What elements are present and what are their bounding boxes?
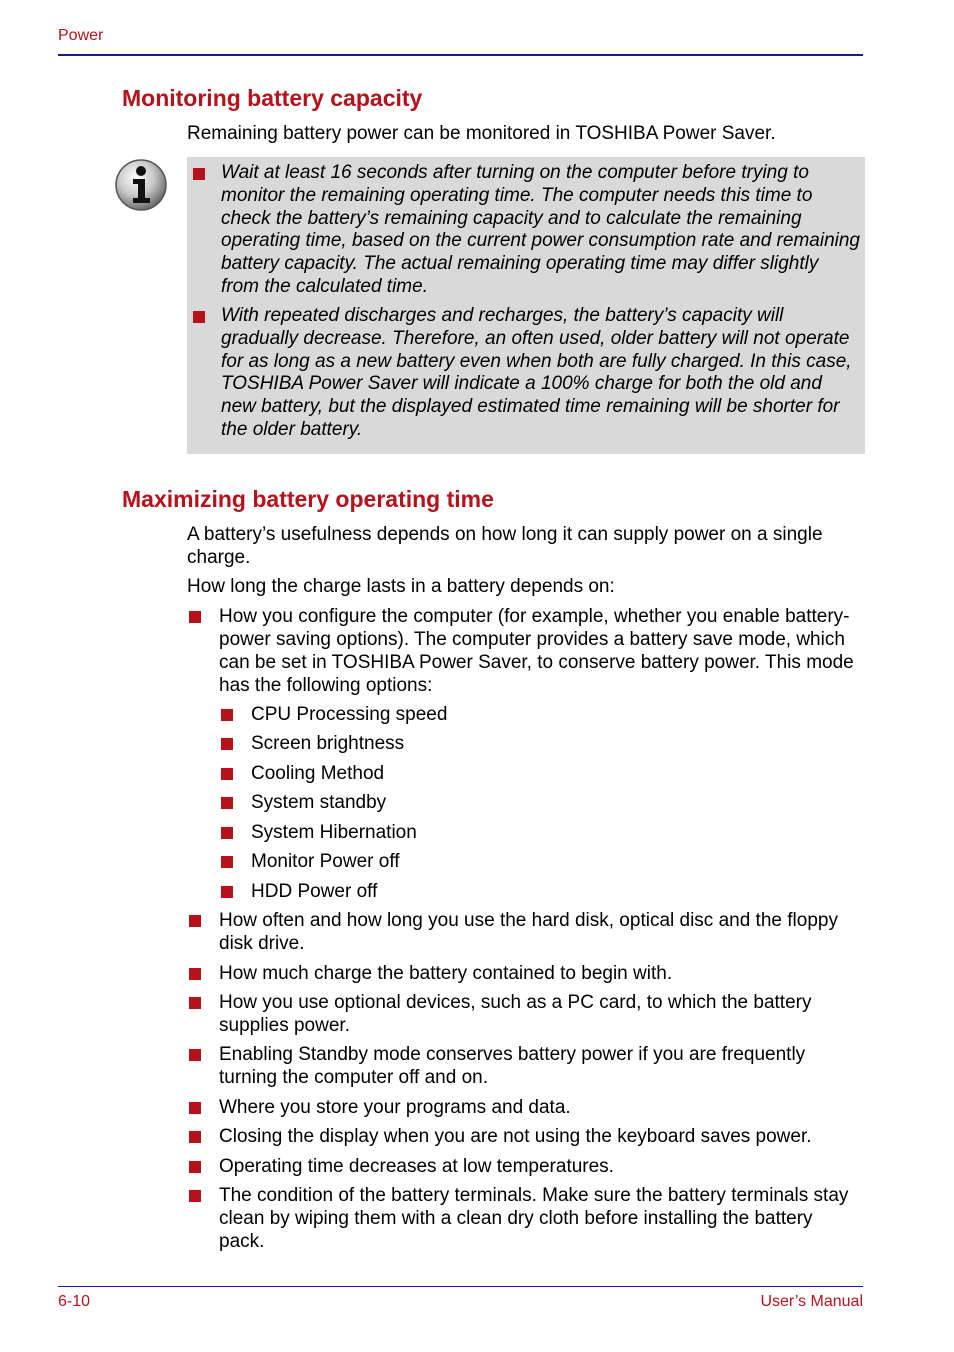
option-item: Screen brightness [251,733,405,754]
bullet-icon [193,168,205,180]
list-item: Closing the display when you are not using the keyboard saves power. [219,1126,812,1147]
list-item: How much charge the battery contained to begin with. [219,963,673,984]
footer-rule [58,1286,863,1287]
option-item: Cooling Method [251,763,385,784]
maximizing-para-2: How long the charge lasts in a battery depends on: [187,576,615,597]
option-item: HDD Power off [251,881,378,902]
list-item: Where you store your programs and data. [219,1097,571,1118]
option-item: System Hibernation [251,822,417,843]
info-icon [114,158,168,212]
bullet-icon [221,797,233,809]
header-rule [58,54,863,56]
option-item: Monitor Power off [251,851,400,872]
page-number: 6-10 [58,1293,91,1310]
heading-monitoring: Monitoring battery capacity [122,85,423,111]
note-item: With repeated discharges and recharges, the battery’s capacity will gradually decrease. Therefore, an often used, older battery will not operate for as long as a new battery even when both are fully charged. In this case, TOSHIBA Power Saver will indicate a 100% charge for both the old and new battery, but the displayed estimated time remaining will be shorter for the older battery. [221,305,852,440]
note-box [187,157,865,454]
heading-maximizing: Maximizing battery operating time [122,486,494,512]
running-header: Power [58,27,104,44]
option-item: CPU Processing speed [251,704,448,725]
list-item: Operating time decreases at low temperatures. [219,1156,614,1177]
bullet-icon [189,1161,201,1173]
bullet-icon [221,827,233,839]
option-item: System standby [251,792,387,813]
bullet-icon [221,709,233,721]
bullet-icon [189,915,201,927]
list-item: How often and how long you use the hard disk, optical disc and the floppy disk drive. [219,910,838,954]
list-item: The condition of the battery terminals. Make sure the battery terminals stay clean by wiping them with a clean dry cloth before installing the battery pack. [219,1185,849,1252]
bullet-icon [221,738,233,750]
list-item: How you use optional devices, such as a PC card, to which the battery supplies power. [219,992,812,1036]
bullet-icon [189,1190,201,1202]
list-item: Enabling Standby mode conserves battery power if you are frequently turning the computer off and on. [219,1044,806,1088]
bullet-icon [193,311,205,323]
bullet-icon [221,886,233,898]
bullet-icon [221,768,233,780]
bullet-icon [189,968,201,980]
maximizing-para-1: A battery’s usefulness depends on how long it can supply power on a single charge. [187,524,823,568]
bullet-icon [189,1049,201,1061]
bullet-icon [189,997,201,1009]
bullet-icon [189,611,201,623]
monitoring-intro: Remaining battery power can be monitored in TOSHIBA Power Saver. [187,123,776,144]
bullet-icon [189,1131,201,1143]
bullet-icon [189,1102,201,1114]
bullet-icon [221,856,233,868]
list-item: How you configure the computer (for example, whether you enable battery-power saving options). The computer provides a battery save mode, which can be set in TOSHIBA Power Saver, to conserve battery power. This mode has the following options: [219,606,854,696]
note-item: Wait at least 16 seconds after turning on the computer before trying to monitor the remaining operating time. The computer needs this time to check the battery’s remaining capacity and to calculate the remaining operating time, based on the current power consumption rate and remaining battery capacity. The actual remaining operating time may differ slightly from the calculated time. [221,162,860,297]
manual-title: User’s Manual [760,1293,863,1310]
